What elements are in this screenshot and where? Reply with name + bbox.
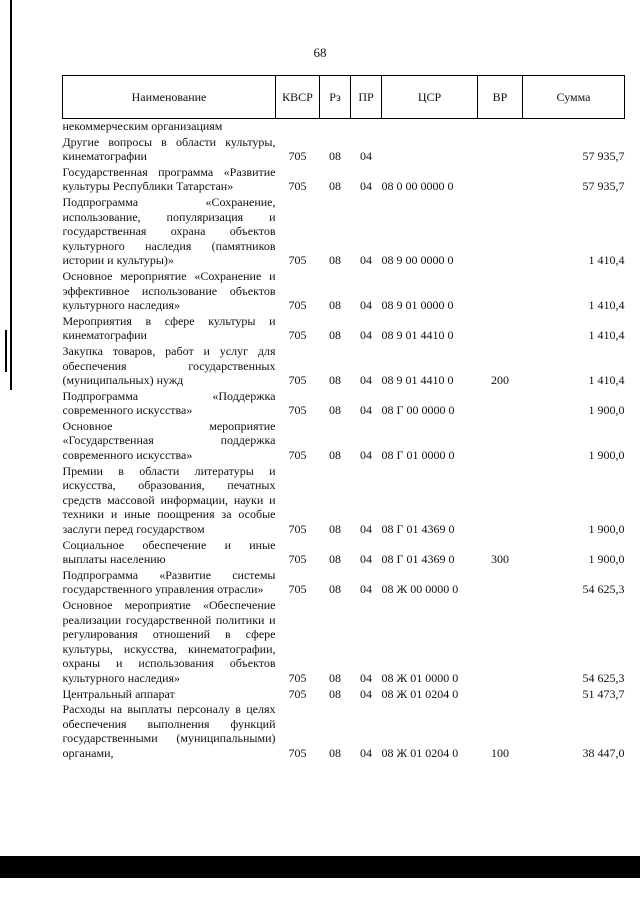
row-name: Центральный аппарат xyxy=(62,686,175,701)
row-pr: 04 xyxy=(360,253,372,268)
row-rz: 08 xyxy=(329,448,341,463)
table-header xyxy=(63,76,625,119)
row-vr xyxy=(478,119,523,134)
row-kvsr: 705 xyxy=(288,253,307,268)
row-csr: 08 0 00 0000 0 xyxy=(381,179,454,194)
row-name: Другие вопросы в области культуры, кинематографии xyxy=(62,134,276,164)
row-csr: 08 Г 00 0000 0 xyxy=(381,403,455,418)
header-vr: ВР xyxy=(478,76,523,119)
row-rz: 08 xyxy=(329,745,341,760)
table-row xyxy=(63,388,625,418)
row-pr: 04 xyxy=(360,403,372,418)
row-kvsr: 705 xyxy=(288,745,307,760)
row-vr xyxy=(478,313,523,343)
row-sum: 54 625,3 xyxy=(582,582,625,597)
budget-table xyxy=(62,75,625,761)
row-pr: 04 xyxy=(360,328,372,343)
row-pr: 04 xyxy=(360,522,372,537)
row-csr: 08 9 00 0000 0 xyxy=(381,253,454,268)
row-pr: 04 xyxy=(360,298,372,313)
row-sum: 1 410,4 xyxy=(588,253,625,268)
row-vr xyxy=(478,268,523,313)
row-csr: 08 Ж 01 0204 0 xyxy=(381,686,459,701)
table-row xyxy=(63,194,625,268)
row-rz: 08 xyxy=(329,522,341,537)
table-row xyxy=(63,686,625,702)
table-row xyxy=(63,343,625,388)
row-kvsr: 705 xyxy=(288,328,307,343)
row-vr xyxy=(478,164,523,194)
row-sum: 1 410,4 xyxy=(588,298,625,313)
row-csr: 08 Г 01 4369 0 xyxy=(381,522,455,537)
header-name: Наименование xyxy=(63,76,276,119)
page-number: 68 xyxy=(313,45,327,60)
row-csr xyxy=(382,134,478,164)
row-vr xyxy=(478,463,523,537)
row-kvsr: 705 xyxy=(288,373,307,388)
table-row xyxy=(63,567,625,597)
row-csr: 08 Г 01 4369 0 xyxy=(381,552,455,567)
row-name: Мероприятия в сфере культуры и кинематографии xyxy=(62,313,276,343)
table-row xyxy=(63,537,625,567)
scan-edge-mark xyxy=(5,330,7,372)
row-sum: 51 473,7 xyxy=(582,686,625,701)
row-kvsr: 705 xyxy=(288,448,307,463)
row-rz: 08 xyxy=(329,582,341,597)
row-sum xyxy=(523,119,625,134)
row-kvsr: 705 xyxy=(288,552,307,567)
row-vr: 300 xyxy=(491,552,509,567)
header-pr: ПР xyxy=(351,76,382,119)
row-kvsr: 705 xyxy=(288,179,307,194)
row-vr: 100 xyxy=(491,745,509,760)
row-csr xyxy=(382,119,478,134)
row-sum: 1 900,0 xyxy=(588,552,625,567)
row-pr: 04 xyxy=(360,448,372,463)
row-kvsr: 705 xyxy=(288,686,307,701)
row-rz: 08 xyxy=(329,552,341,567)
header-kvsr: КВСР xyxy=(276,76,320,119)
row-sum: 54 625,3 xyxy=(582,670,625,685)
row-rz xyxy=(320,119,351,134)
row-rz: 08 xyxy=(329,253,341,268)
table-row xyxy=(63,164,625,194)
table-row xyxy=(63,418,625,463)
row-vr xyxy=(478,567,523,597)
row-rz: 08 xyxy=(329,686,341,701)
row-vr xyxy=(478,686,523,702)
row-pr: 04 xyxy=(360,582,372,597)
table-row xyxy=(63,463,625,537)
row-pr xyxy=(351,119,382,134)
row-csr: 08 9 01 0000 0 xyxy=(381,298,454,313)
row-name: некоммерческим организациям xyxy=(62,119,223,133)
row-rz: 08 xyxy=(329,328,341,343)
row-name: Расходы на выплаты персоналу в целях обеспечения выполнения функций государственными (муниципальными) органами, xyxy=(62,702,276,760)
row-sum: 38 447,0 xyxy=(582,745,625,760)
row-vr xyxy=(478,134,523,164)
table-row xyxy=(63,597,625,686)
row-name: Закупка товаров, работ и услуг для обеспечения государственных (муниципальных) нужд xyxy=(62,343,276,388)
row-sum: 1 900,0 xyxy=(588,522,625,537)
row-kvsr: 705 xyxy=(288,522,307,537)
row-sum: 57 935,7 xyxy=(582,179,625,194)
row-kvsr: 705 xyxy=(288,149,307,164)
row-csr: 08 Ж 01 0204 0 xyxy=(381,745,459,760)
row-name: Подпрограмма «Развитие системы государственного управления отрасли» xyxy=(62,567,276,597)
row-pr: 04 xyxy=(360,373,372,388)
row-name: Основное мероприятие «Обеспечение реализации государственной политики и регулирования отношений в сфере культуры, искусства, кинематографии, охраны и использования объектов культурного наследия» xyxy=(62,598,276,685)
row-pr: 04 xyxy=(360,552,372,567)
row-rz: 08 xyxy=(329,179,341,194)
row-vr xyxy=(478,388,523,418)
row-sum: 1 900,0 xyxy=(588,448,625,463)
row-csr: 08 9 01 4410 0 xyxy=(381,328,454,343)
row-kvsr: 705 xyxy=(288,582,307,597)
row-kvsr xyxy=(276,119,320,134)
scan-bottom-edge xyxy=(0,856,640,878)
row-vr xyxy=(478,418,523,463)
table-body xyxy=(63,119,625,761)
row-kvsr: 705 xyxy=(288,298,307,313)
row-sum: 57 935,7 xyxy=(582,149,625,164)
header-csr: ЦСР xyxy=(382,76,478,119)
row-kvsr: 705 xyxy=(288,403,307,418)
row-pr: 04 xyxy=(360,149,372,164)
row-pr: 04 xyxy=(360,686,372,701)
row-name: Подпрограмма «Сохранение, использование, популяризация и государственная охрана объектов культурного наследия (памятников истории и культуры)» xyxy=(62,194,276,268)
row-name: Премии в области литературы и искусства, образования, печатных средств массовой информации, науки и техники и иные поощрения за особые заслуги перед государством xyxy=(62,463,276,537)
row-name: Подпрограмма «Поддержка современного искусства» xyxy=(62,388,276,418)
row-vr: 200 xyxy=(491,373,509,388)
row-vr xyxy=(478,194,523,268)
row-rz: 08 xyxy=(329,403,341,418)
row-pr: 04 xyxy=(360,179,372,194)
row-csr: 08 9 01 4410 0 xyxy=(381,373,454,388)
row-kvsr: 705 xyxy=(288,670,307,685)
row-csr: 08 Ж 01 0000 0 xyxy=(381,670,459,685)
header-sum: Сумма xyxy=(523,76,625,119)
row-pr: 04 xyxy=(360,670,372,685)
row-name: Основное мероприятие «Государственная поддержка современного искусства» xyxy=(62,418,276,463)
table-row xyxy=(63,701,625,760)
row-name: Социальное обеспечение и иные выплаты населению xyxy=(62,537,276,567)
row-rz: 08 xyxy=(329,373,341,388)
table-row xyxy=(63,134,625,164)
row-rz: 08 xyxy=(329,149,341,164)
row-csr: 08 Ж 00 0000 0 xyxy=(381,582,459,597)
row-rz: 08 xyxy=(329,670,341,685)
table-row xyxy=(63,119,625,134)
row-rz: 08 xyxy=(329,298,341,313)
header-rz: Рз xyxy=(320,76,351,119)
table-row xyxy=(63,313,625,343)
row-name: Основное мероприятие «Сохранение и эффективное использование объектов культурного наследия» xyxy=(62,268,276,313)
table-row xyxy=(63,268,625,313)
row-csr: 08 Г 01 0000 0 xyxy=(381,448,455,463)
row-sum: 1 900,0 xyxy=(588,403,625,418)
row-pr: 04 xyxy=(360,745,372,760)
row-sum: 1 410,4 xyxy=(588,373,625,388)
row-vr xyxy=(478,597,523,686)
row-sum: 1 410,4 xyxy=(588,328,625,343)
row-name: Государственная программа «Развитие культуры Республики Татарстан» xyxy=(62,164,276,194)
